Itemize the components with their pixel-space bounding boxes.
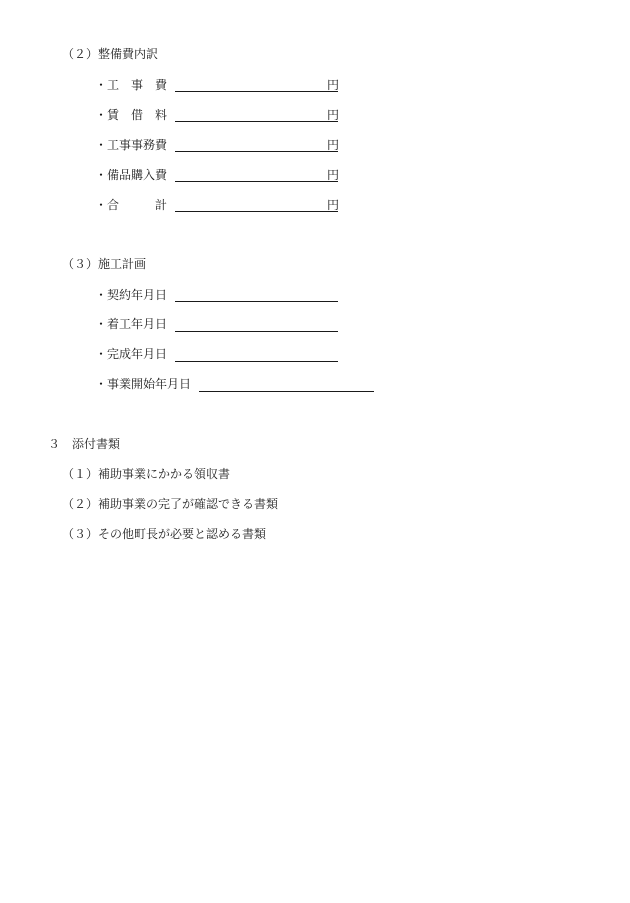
attachments-heading: ３ 添付書類 bbox=[48, 437, 121, 451]
yen-unit: 円 bbox=[327, 138, 340, 152]
cost-label: ・工 事 費 bbox=[95, 78, 168, 92]
cost-label: ・備品購入費 bbox=[95, 168, 168, 182]
date-field[interactable] bbox=[199, 391, 374, 392]
date-label: ・着工年月日 bbox=[95, 317, 168, 331]
attachment-item: （３）その他町長が必要と認める書類 bbox=[62, 527, 267, 541]
amount-field[interactable] bbox=[175, 91, 338, 92]
amount-field[interactable] bbox=[175, 121, 338, 122]
amount-field[interactable] bbox=[175, 151, 338, 152]
date-label: ・契約年月日 bbox=[95, 288, 168, 302]
amount-field[interactable] bbox=[175, 211, 338, 212]
attachment-item: （１）補助事業にかかる領収書 bbox=[62, 467, 231, 481]
date-field[interactable] bbox=[175, 361, 338, 362]
cost-label: ・工事事務費 bbox=[95, 138, 168, 152]
cost-label: ・賃 借 料 bbox=[95, 108, 168, 122]
yen-unit: 円 bbox=[327, 168, 340, 182]
date-field[interactable] bbox=[175, 301, 338, 302]
amount-field[interactable] bbox=[175, 181, 338, 182]
yen-unit: 円 bbox=[327, 108, 340, 122]
cost-label: ・合 計 bbox=[95, 198, 168, 212]
construction-plan-heading: （３）施工計画 bbox=[62, 257, 147, 271]
date-field[interactable] bbox=[175, 331, 338, 332]
date-label: ・完成年月日 bbox=[95, 347, 168, 361]
yen-unit: 円 bbox=[327, 198, 340, 212]
yen-unit: 円 bbox=[327, 78, 340, 92]
date-label: ・事業開始年月日 bbox=[95, 377, 192, 391]
breakdown-heading: （２）整備費内訳 bbox=[62, 47, 159, 61]
attachment-item: （２）補助事業の完了が確認できる書類 bbox=[62, 497, 279, 511]
